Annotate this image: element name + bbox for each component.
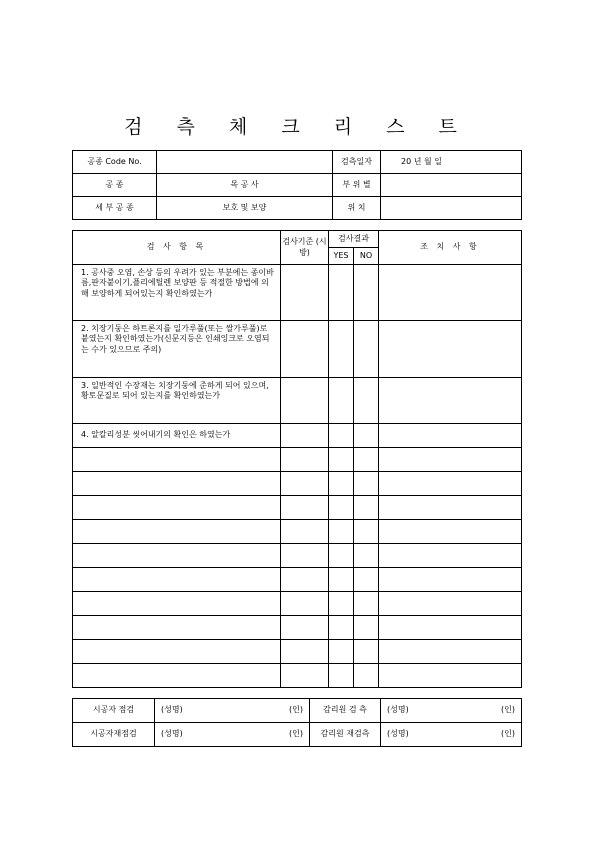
contractor-inspect-label: 시공자 점검 (73, 699, 155, 723)
no-cell[interactable] (354, 472, 379, 496)
name-placeholder: (성명) (387, 705, 409, 715)
supervisor-signature-field[interactable] (381, 699, 522, 723)
empty-item-cell[interactable] (73, 592, 281, 616)
empty-item-cell[interactable] (73, 544, 281, 568)
yes-cell[interactable] (329, 520, 354, 544)
checklist-item: 4. 알칼리성분 씻어내기의 확인은 하였는가 (73, 424, 281, 448)
info-table (72, 150, 522, 220)
seal-mark: (인) (501, 729, 515, 739)
empty-item-cell[interactable] (73, 472, 281, 496)
yes-cell[interactable] (329, 321, 354, 378)
empty-item-cell[interactable] (73, 664, 281, 688)
contractor-reinspect-signature-field[interactable] (155, 723, 310, 747)
detail-trade-value: 보호 및 보양 (157, 197, 333, 220)
yes-cell[interactable] (329, 592, 354, 616)
contractor-signature-field[interactable] (155, 699, 310, 723)
header-standard: 검사기준 (시방) (281, 231, 329, 265)
yes-cell[interactable] (329, 544, 354, 568)
name-placeholder: (성명) (387, 729, 409, 739)
no-cell[interactable] (354, 448, 379, 472)
header-yes: YES (329, 248, 354, 265)
trade-value: 목 공 사 (157, 174, 333, 197)
action-cell[interactable] (379, 544, 522, 568)
trade-label: 공 종 (73, 174, 157, 197)
yes-cell[interactable] (329, 568, 354, 592)
inspection-date-label: 검측일자 (333, 151, 381, 174)
page-title: 검 측 체 크 리 스 트 (124, 116, 471, 138)
action-cell[interactable] (379, 568, 522, 592)
action-cell[interactable] (379, 664, 522, 688)
location-label: 부 위 별 (333, 174, 381, 197)
standard-cell[interactable] (281, 520, 329, 544)
standard-cell[interactable] (281, 321, 329, 378)
name-placeholder: (성명) (161, 729, 183, 739)
action-cell[interactable] (379, 496, 522, 520)
checklist-table (72, 230, 522, 688)
standard-cell[interactable] (281, 265, 329, 321)
empty-item-cell[interactable] (73, 616, 281, 640)
yes-cell[interactable] (329, 448, 354, 472)
yes-cell[interactable] (329, 640, 354, 664)
location-field[interactable] (381, 174, 522, 197)
detail-trade-label: 세 부 공 종 (73, 197, 157, 220)
yes-cell[interactable] (329, 424, 354, 448)
supervisor-reinspect-label: 감리원 재검측 (310, 723, 381, 747)
contractor-reinspect-label: 시공자재점검 (73, 723, 155, 747)
position-field[interactable] (381, 197, 522, 220)
no-cell[interactable] (354, 664, 379, 688)
no-cell[interactable] (354, 592, 379, 616)
yes-cell[interactable] (329, 664, 354, 688)
no-cell[interactable] (354, 568, 379, 592)
standard-cell[interactable] (281, 496, 329, 520)
yes-cell[interactable] (329, 472, 354, 496)
seal-mark: (인) (289, 705, 303, 715)
no-cell[interactable] (354, 321, 379, 378)
action-cell[interactable] (379, 592, 522, 616)
seal-mark: (인) (501, 705, 515, 715)
no-cell[interactable] (354, 616, 379, 640)
header-item: 검 사 항 목 (73, 231, 281, 265)
empty-item-cell[interactable] (73, 640, 281, 664)
standard-cell[interactable] (281, 592, 329, 616)
standard-cell[interactable] (281, 472, 329, 496)
no-cell[interactable] (354, 265, 379, 321)
action-cell[interactable] (379, 640, 522, 664)
checklist-item: 2. 치장기둥은 하트론지를 일가루풀(또는 쌀가루풀)로 붙였는지 확인하였는가(신문지등은 인쇄잉크로 오염되는 수가 있으므로 주의) (73, 321, 281, 378)
yes-cell[interactable] (329, 265, 354, 321)
action-cell[interactable] (379, 472, 522, 496)
checklist-item: 1. 공사중 오염, 손상 등의 우려가 있는 부분에는 종이바름,판자붙이기,플리에틸렌 보양판 등 적절한 방법에 의해 보양하게 되어있는지 확인하였는가 (73, 265, 281, 321)
standard-cell[interactable] (281, 378, 329, 424)
action-cell[interactable] (379, 448, 522, 472)
yes-cell[interactable] (329, 378, 354, 424)
supervisor-inspect-label: 감리원 검 측 (310, 699, 381, 723)
signature-table (72, 698, 522, 747)
action-cell[interactable] (379, 520, 522, 544)
name-placeholder: (성명) (161, 705, 183, 715)
project-code-field[interactable] (157, 151, 333, 174)
header-no: NO (354, 248, 379, 265)
standard-cell[interactable] (281, 664, 329, 688)
header-result: 검사결과 (329, 231, 379, 248)
standard-cell[interactable] (281, 640, 329, 664)
no-cell[interactable] (354, 424, 379, 448)
no-cell[interactable] (354, 544, 379, 568)
standard-cell[interactable] (281, 544, 329, 568)
empty-item-cell[interactable] (73, 568, 281, 592)
checklist-item: 3. 일반적인 수장재는 치장기둥에 준하게 되어 있으며, 황토문질로 되어 있는지를 확인하였는가 (73, 378, 281, 424)
standard-cell[interactable] (281, 448, 329, 472)
action-cell[interactable] (379, 321, 522, 378)
no-cell[interactable] (354, 378, 379, 424)
empty-item-cell[interactable] (73, 520, 281, 544)
seal-mark: (인) (289, 729, 303, 739)
standard-cell[interactable] (281, 616, 329, 640)
project-code-label: 공종 Code No. (73, 151, 157, 174)
no-cell[interactable] (354, 496, 379, 520)
standard-cell[interactable] (281, 568, 329, 592)
no-cell[interactable] (354, 520, 379, 544)
empty-item-cell[interactable] (73, 448, 281, 472)
action-cell[interactable] (379, 616, 522, 640)
inspection-date-field[interactable]: 20 년 월 일 (381, 151, 522, 174)
action-cell[interactable] (379, 424, 522, 448)
action-cell[interactable] (379, 265, 522, 321)
position-label: 위 치 (333, 197, 381, 220)
supervisor-reinspect-signature-field[interactable] (381, 723, 522, 747)
header-action: 조 치 사 항 (379, 231, 522, 265)
empty-item-cell[interactable] (73, 496, 281, 520)
yes-cell[interactable] (329, 616, 354, 640)
yes-cell[interactable] (329, 496, 354, 520)
standard-cell[interactable] (281, 424, 329, 448)
no-cell[interactable] (354, 640, 379, 664)
action-cell[interactable] (379, 378, 522, 424)
